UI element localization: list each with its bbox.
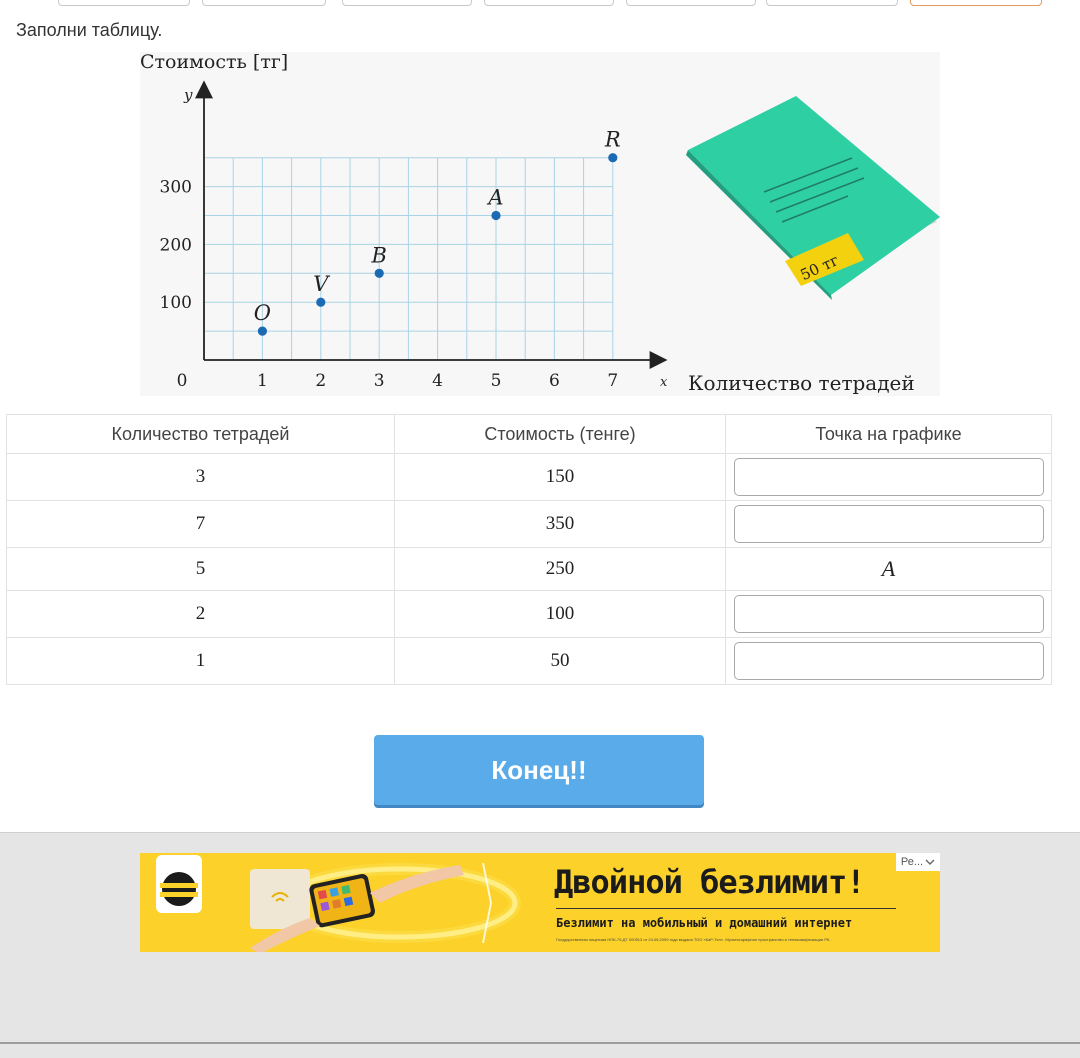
data-point-o — [258, 327, 267, 336]
x-tick-label: 0 — [176, 371, 188, 391]
x-tick-label: 3 — [373, 371, 385, 391]
point-label: A — [881, 556, 896, 581]
bottom-divider — [0, 1042, 1080, 1044]
cell-count: 2 — [7, 591, 395, 638]
ad-choice-button[interactable] — [896, 853, 940, 871]
y-tick-label: 100 — [159, 293, 192, 314]
bee-stripes-icon — [156, 855, 202, 913]
cell-cost: 350 — [395, 501, 726, 548]
cell-count: 1 — [7, 638, 395, 685]
cell-cost: 100 — [395, 591, 726, 638]
data-point-b — [375, 269, 384, 278]
top-tab[interactable] — [766, 0, 898, 6]
top-tab[interactable] — [626, 0, 756, 6]
top-tab[interactable] — [202, 0, 326, 6]
cell-cost: 150 — [395, 454, 726, 501]
cell-count: 5 — [7, 548, 395, 591]
data-point-a — [491, 211, 500, 220]
advertisement-banner[interactable] — [140, 853, 940, 952]
point-input[interactable] — [734, 642, 1044, 680]
cell-point — [726, 638, 1052, 685]
cell-count: 3 — [7, 454, 395, 501]
point-input[interactable] — [734, 458, 1044, 496]
chart-svg — [140, 52, 940, 396]
chevron-down-icon — [925, 858, 935, 866]
brand-logo — [156, 855, 202, 913]
table-header-row — [7, 415, 1052, 454]
ad-divider — [556, 908, 896, 909]
x-tick-label: 5 — [490, 371, 502, 391]
table-row — [7, 638, 1052, 685]
y-tick-label: 200 — [159, 235, 192, 256]
top-tab[interactable] — [342, 0, 472, 6]
data-point-label: B — [371, 243, 387, 268]
ad-choice-label: Ре... — [900, 856, 924, 868]
x-tick-label: 7 — [607, 371, 619, 391]
price-tag-text: 50 тг — [797, 250, 842, 285]
y-axis-symbol: y — [184, 86, 193, 104]
header-cost: Стоимость (тенге) — [395, 415, 726, 454]
instruction-text: Заполни таблицу. — [16, 20, 163, 40]
data-point-v — [316, 298, 325, 307]
x-tick-label: 1 — [256, 371, 268, 391]
x-tick-label: 6 — [548, 371, 560, 391]
cell-point — [726, 591, 1052, 638]
data-point-label: O — [253, 301, 272, 326]
chart-figure — [140, 52, 940, 396]
ad-illustration — [200, 853, 560, 952]
top-tab[interactable] — [58, 0, 190, 6]
ad-headline: Двойной безлимит! — [554, 863, 865, 901]
table-row — [7, 501, 1052, 548]
ad-subheadline: Безлимит на мобильный и домашний интернет — [556, 916, 853, 930]
table-row — [7, 591, 1052, 638]
y-tick-label: 300 — [159, 177, 192, 198]
header-point: Точка на графике — [726, 415, 1052, 454]
x-axis-title: Количество тетрадей — [688, 371, 915, 395]
y-axis-title: Стоимость [тг] — [140, 52, 289, 73]
finish-button[interactable]: Конец!! — [374, 735, 704, 805]
cell-count: 7 — [7, 501, 395, 548]
data-point-label: R — [604, 127, 621, 152]
x-axis-symbol: x — [660, 375, 668, 390]
x-tick-label: 4 — [432, 371, 444, 391]
table-row — [7, 454, 1052, 501]
data-point-label: V — [313, 272, 329, 297]
data-point-r — [608, 153, 617, 162]
ad-fine-print: Государственная лицензия НПК-79-ДТ 000513 от 24.05.2009 года выдана ТОО «КаР-Тел». Мультитарифное пространство и телекоммуникации РК. — [556, 937, 831, 942]
top-tab[interactable] — [484, 0, 614, 6]
header-count: Количество тетрадей — [7, 415, 395, 454]
top-tab-active[interactable] — [910, 0, 1042, 6]
x-tick-label: 2 — [315, 371, 327, 391]
cell-point — [726, 501, 1052, 548]
cell-cost: 50 — [395, 638, 726, 685]
data-point-label: A — [488, 185, 504, 210]
point-input[interactable] — [734, 505, 1044, 543]
cell-point-static — [726, 548, 1052, 591]
answer-table — [6, 414, 1052, 685]
point-input[interactable] — [734, 595, 1044, 633]
top-tab-strip — [0, 0, 1080, 8]
table-row — [7, 548, 1052, 591]
cell-cost: 250 — [395, 548, 726, 591]
notebook-illustration — [686, 96, 940, 300]
cell-point — [726, 454, 1052, 501]
